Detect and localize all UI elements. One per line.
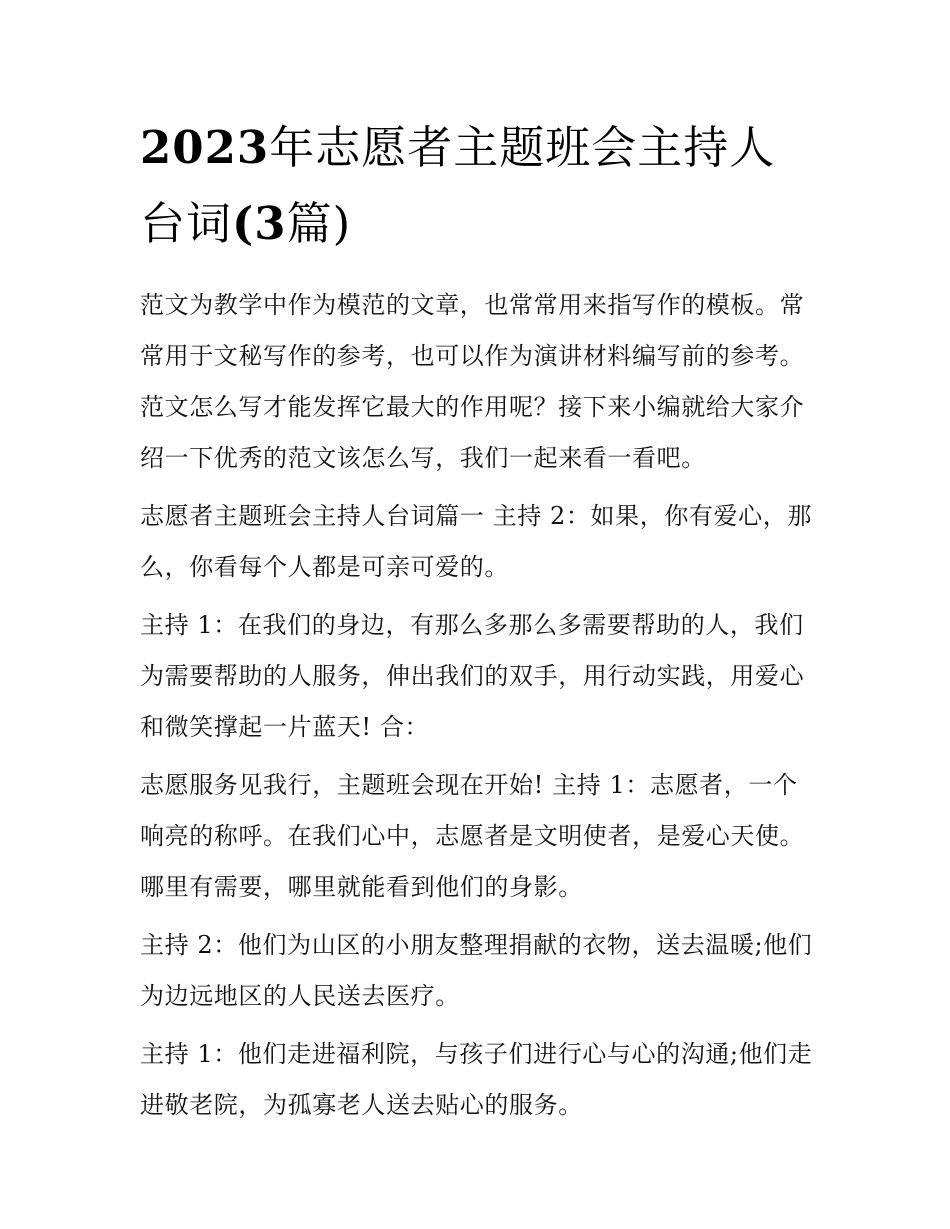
text-line: 绍一下优秀的范文该怎么写，我们一起来看一看吧。: [140, 444, 706, 472]
text-line: 么，你看每个人都是可亲可爱的。: [140, 553, 509, 581]
text-line: 和微笑撑起一片蓝天! 合：: [140, 713, 430, 741]
text-line: 进敬老院，为孤寡老人送去贴心的服务。: [140, 1091, 583, 1119]
paragraph: [140, 760, 830, 913]
title-text: 年志愿者主题班会主持人: [269, 121, 776, 174]
text-line: 志愿者主题班会主持人台词篇一 主持 2：如果，你有爱心，那: [140, 502, 812, 530]
text-line: 范文为教学中作为模范的文章，也常常用来指写作的模板。常: [140, 291, 805, 319]
title-line: [140, 186, 820, 262]
text-line: 响亮的称呼。在我们心中，志愿者是文明使者，是爱心天使。: [140, 822, 805, 850]
paragraph: [140, 600, 830, 753]
title-count: (3: [232, 197, 287, 250]
text-line: 哪里有需要，哪里就能看到他们的身影。: [140, 873, 583, 901]
text-line: 志愿服务见我行，主题班会现在开始! 主持 1：志愿者，一个: [140, 771, 798, 799]
paragraph: [140, 491, 830, 593]
title-line: [140, 110, 820, 186]
text-line: 为需要帮助的人服务，伸出我们的双手，用行动实践，用爱心: [140, 662, 805, 690]
text-line: 范文怎么写才能发挥它最大的作用呢？接下来小编就给大家介: [140, 393, 805, 421]
document-body: [140, 280, 830, 1138]
title-text: 台词: [140, 197, 233, 250]
text-line: 为边远地区的人民送去医疗。: [140, 982, 460, 1010]
text-line: 主持 1：他们走进福利院，与孩子们进行心与心的沟通;他们走: [140, 1040, 813, 1068]
text-line: 主持 2：他们为山区的小朋友整理捐献的衣物，送去温暖;他们: [140, 931, 813, 959]
title-text: 篇): [286, 197, 352, 250]
text-line: 主持 1：在我们的身边，有那么多那么多需要帮助的人，我们: [140, 611, 804, 639]
paragraph: [140, 920, 830, 1022]
paragraph: [140, 1029, 830, 1131]
paragraph: [140, 280, 830, 484]
page-title: [140, 110, 820, 262]
text-line: 常用于文秘写作的参考，也可以作为演讲材料编写前的参考。: [140, 342, 805, 370]
title-year: 2023: [140, 121, 270, 174]
